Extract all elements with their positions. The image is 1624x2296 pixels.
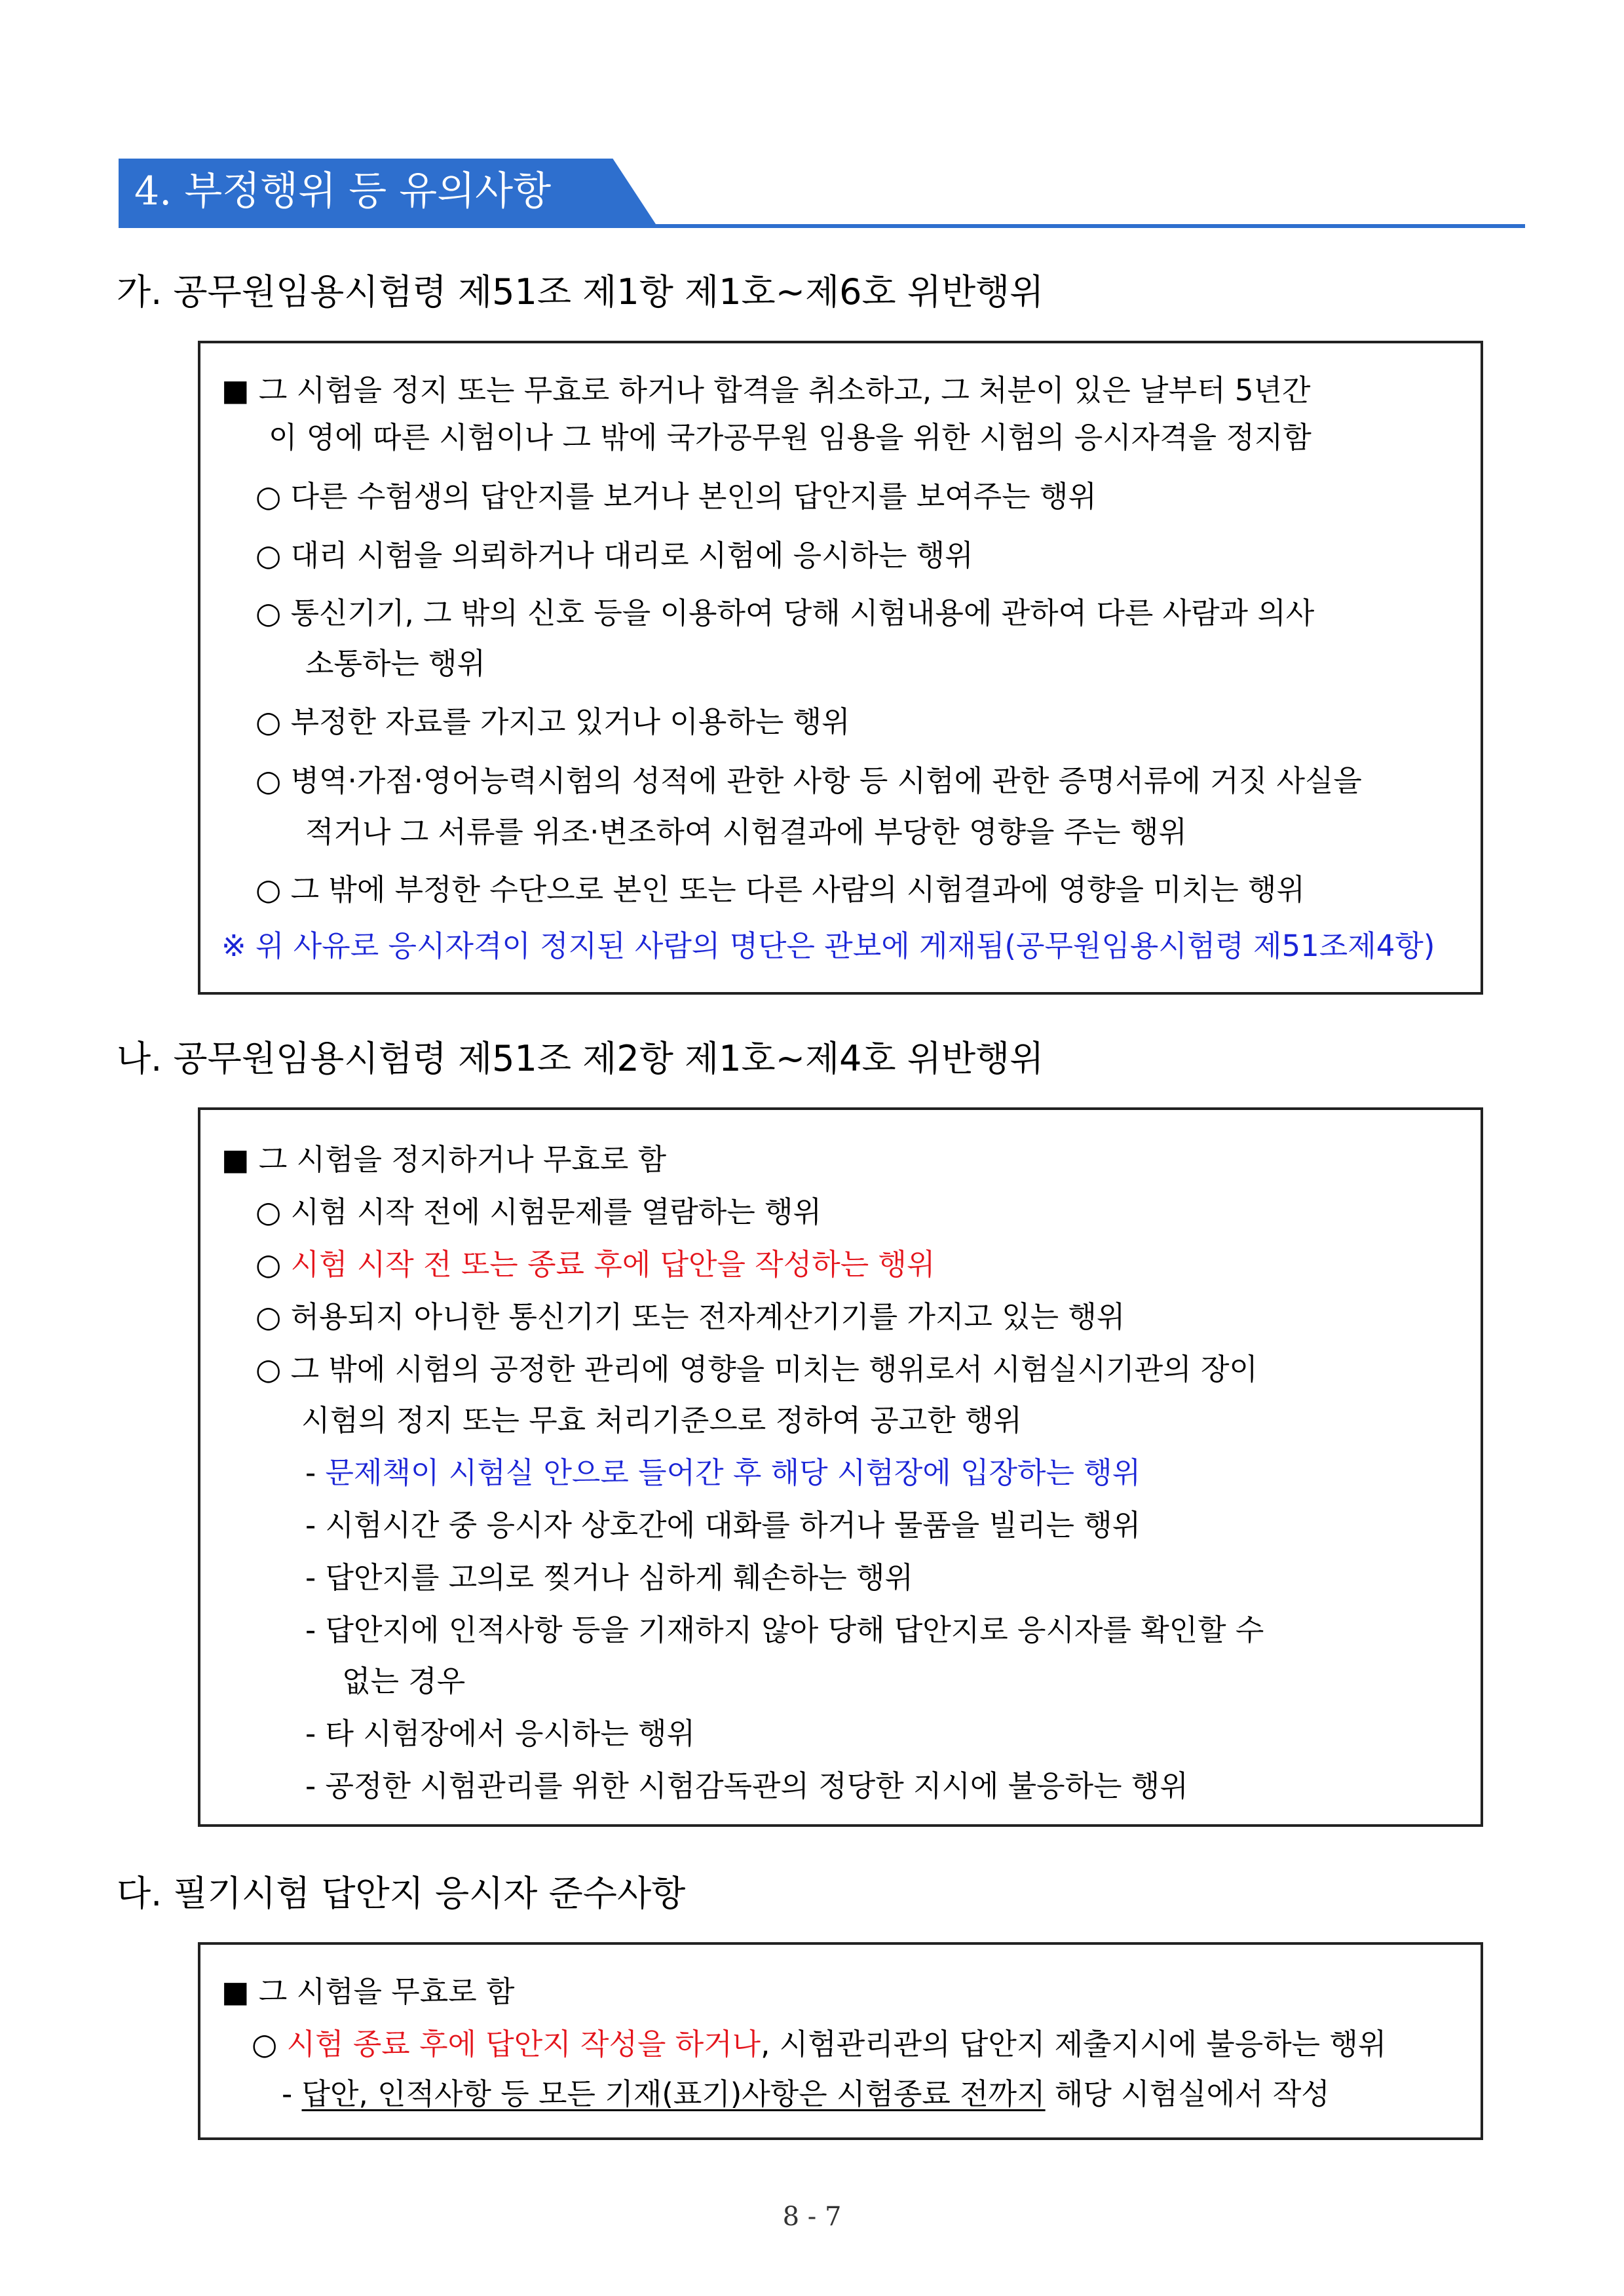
section-heading-ga: 가. 공무원임용시험령 제51조 제1항 제1호~제6호 위반행위	[117, 271, 1044, 313]
rule-item-cont: 시험의 정지 또는 무효 처리기준으로 정하여 공고한 행위	[301, 1403, 1022, 1438]
rule-item: ○ 시험 시작 전에 시험문제를 열람하는 행위	[255, 1195, 822, 1229]
rule-subitem	[305, 1455, 1141, 1491]
rule-item: ○ 그 밖에 시험의 공정한 관리에 영향을 미치는 행위로서 시험실시기관의 장이	[255, 1352, 1258, 1387]
rule-subitem-cont: 없는 경우	[342, 1664, 466, 1698]
page-number: 8 - 7	[782, 2202, 842, 2232]
rule-item: ○ 그 밖에 부정한 수단으로 본인 또는 다른 사람의 시험결과에 영향을 미치는 행위	[255, 872, 1305, 907]
section-heading-da: 다. 필기시험 답안지 응시자 준수사항	[117, 1873, 686, 1914]
rule-main-ga-cont: 이 영에 따른 시험이나 그 밖에 국가공무원 임용을 위한 시험의 응시자격을 정지함	[269, 420, 1312, 455]
rule-item	[255, 1246, 935, 1283]
rule-note: ※ 위 사유로 응시자격이 정지된 사람의 명단은 관보에 게재됨(공무원임용시험령 제51조제4항)	[221, 928, 1435, 963]
rule-item: ○ 대리 시험을 의뢰하거나 대리로 시험에 응시하는 행위	[255, 538, 973, 573]
rule-bullet: ○	[252, 2027, 287, 2061]
rule-subitem: - 답안지에 인적사항 등을 기재하지 않아 당해 답안지로 응시자를 확인할 수	[305, 1613, 1264, 1647]
rule-item-cont: 소통하는 행위	[305, 646, 486, 681]
rule-item-cont: 적거나 그 서류를 위조·변조하여 시험결과에 부당한 영향을 주는 행위	[305, 814, 1187, 849]
rule-item-rest: , 시험관리관의 답안지 제출지시에 불응하는 행위	[761, 2027, 1387, 2061]
rule-dash: -	[305, 1455, 326, 1490]
rule-item: ○ 다른 수험생의 답안지를 보거나 본인의 답안지를 보여주는 행위	[255, 479, 1097, 514]
rule-item: ○ 통신기기, 그 밖의 신호 등을 이용하여 당해 시험내용에 관하여 다른 사람과 의사	[255, 596, 1315, 630]
banner-title: 4. 부정행위 등 유의사항	[134, 168, 552, 214]
rule-item-highlight-red: 시험 시작 전 또는 종료 후에 답안을 작성하는 행위	[290, 1247, 935, 1282]
rule-main-da: ■ 그 시험을 무효로 함	[221, 1974, 515, 2009]
banner-rule	[119, 224, 1525, 228]
rule-item-highlight-red: 시험 종료 후에 답안지 작성을 하거나	[286, 2027, 761, 2061]
rule-subitem-underlined: 답안, 인적사항 등 모든 기재(표기)사항은 시험종료 전까지	[301, 2076, 1046, 2111]
section-banner	[119, 159, 1525, 228]
rule-subitem: - 답안지를 고의로 찢거나 심하게 훼손하는 행위	[305, 1560, 913, 1595]
rule-subitem: - 타 시험장에서 응시하는 행위	[305, 1716, 696, 1751]
rule-subitem: - 시험시간 중 응시자 상호간에 대화를 하거나 물품을 빌리는 행위	[305, 1508, 1141, 1542]
rule-subitem-rest: 해당 시험실에서 작성	[1045, 2076, 1330, 2111]
rule-subitem: - 공정한 시험관리를 위한 시험감독관의 정당한 지시에 불응하는 행위	[305, 1769, 1188, 1803]
rule-dash: -	[282, 2076, 302, 2111]
rule-main-na: ■ 그 시험을 정지하거나 무효로 함	[221, 1142, 667, 1177]
rule-main-ga: ■ 그 시험을 정지 또는 무효로 하거나 합격을 취소하고, 그 처분이 있은 날부터 5년간	[221, 373, 1311, 408]
rule-item	[252, 2026, 1386, 2063]
rule-subitem-highlight-blue: 문제책이 시험실 안으로 들어간 후 해당 시험장에 입장하는 행위	[325, 1455, 1141, 1490]
rule-subitem	[282, 2076, 1330, 2113]
section-heading-na: 나. 공무원임용시험령 제51조 제2항 제1호~제4호 위반행위	[117, 1038, 1044, 1079]
rule-item: ○ 병역·가점·영어능력시험의 성적에 관한 사항 등 시험에 관한 증명서류에 거짓 사실을	[255, 763, 1362, 798]
rule-bullet: ○	[255, 1247, 291, 1282]
rule-item: ○ 부정한 자료를 가지고 있거나 이용하는 행위	[255, 704, 850, 739]
rule-item: ○ 허용되지 아니한 통신기기 또는 전자계산기기를 가지고 있는 행위	[255, 1299, 1125, 1334]
